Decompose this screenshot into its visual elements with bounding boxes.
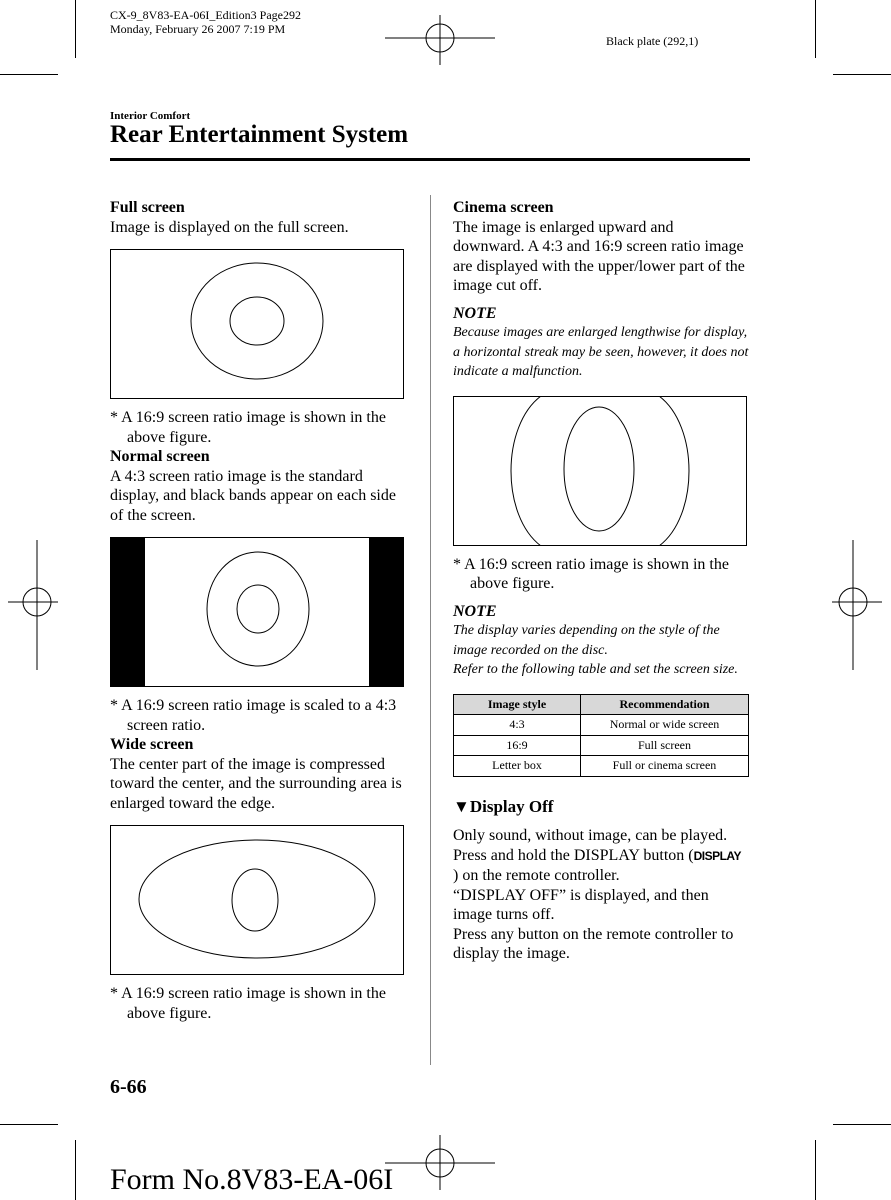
wide-screen-footnote: * A 16:9 screen ratio image is shown in the above figure. (110, 985, 386, 1022)
form-number: Form No.8V83-EA-06I (110, 1163, 394, 1196)
file-info: CX-9_8V83-EA-06I_Edition3 Page292 (110, 8, 301, 22)
note-text: Refer to the following table and set the screen size. (453, 662, 738, 677)
table-header-row (454, 694, 749, 715)
registration-mark-icon (8, 540, 58, 670)
page-number: 6-66 (110, 1076, 147, 1098)
table-header-cell: Recommendation (581, 694, 749, 715)
crop-mark (0, 74, 58, 75)
full-screen-footnote: * A 16:9 screen ratio image is shown in the above figure. (110, 409, 386, 446)
cinema-screen-figure (453, 396, 747, 546)
display-off-text: ) on the remote controller. (453, 867, 620, 884)
note-text: The display varies depending on the style of the image recorded on the disc. (453, 623, 720, 658)
left-column (110, 198, 406, 1023)
normal-screen-text: A 4:3 screen ratio image is the standard display, and black bands appear on each side of the screen. (110, 467, 396, 524)
display-off-text: Press and hold the DISPLAY button ( (453, 846, 694, 864)
full-screen-text: Image is displayed on the full screen. (110, 218, 349, 236)
table-cell: 16:9 (454, 735, 581, 756)
table-cell: 4:3 (454, 715, 581, 736)
crop-mark (0, 1124, 58, 1125)
wide-screen-figure (110, 825, 404, 975)
table-cell: Full or cinema screen (581, 756, 749, 777)
full-screen-figure (110, 249, 404, 399)
normal-screen-figure (110, 537, 404, 687)
title-rule (110, 158, 750, 161)
crop-mark (75, 0, 76, 58)
normal-screen-footnote: * A 16:9 screen ratio image is scaled to a 4:3 screen ratio. (110, 697, 397, 734)
table-row (454, 735, 749, 756)
left-black-band (110, 537, 145, 687)
table-row (454, 715, 749, 736)
note-heading: NOTE (453, 304, 497, 322)
table-cell: Letter box (454, 756, 581, 777)
display-off-instructions (453, 846, 749, 886)
crop-mark (815, 1140, 816, 1200)
note-heading: NOTE (453, 602, 497, 620)
table-row (454, 756, 749, 777)
crop-mark (75, 1140, 76, 1200)
right-column (453, 198, 749, 964)
full-screen-heading: Full screen (110, 199, 185, 216)
display-off-text: Only sound, without image, can be played. (453, 827, 728, 844)
wide-screen-heading: Wide screen (110, 736, 194, 753)
display-off-text: “DISPLAY OFF” is displayed, and then image turns off. (453, 886, 709, 923)
section-label: Interior Comfort (110, 110, 191, 122)
display-off-heading: ▼Display Off (453, 796, 554, 816)
date-info: Monday, February 26 2007 7:19 PM (110, 22, 286, 36)
registration-mark-icon (385, 1135, 495, 1190)
cinema-screen-text: The image is enlarged upward and downward. A 4:3 and 16:9 screen ratio image are displayed with the upper/lower part of the image cut off. (453, 218, 745, 294)
wide-screen-text: The center part of the image is compressed toward the center, and the surrounding area is enlarged toward the edge. (110, 755, 402, 812)
table-cell: Normal or wide screen (581, 715, 749, 736)
print-file-info (110, 8, 301, 36)
display-button-icon: DISPLAY (693, 848, 741, 863)
registration-mark-icon (832, 540, 882, 670)
screen-size-table (453, 694, 749, 777)
display-off-text: Press any button on the remote controller to display the image. (453, 925, 734, 962)
right-black-band (369, 537, 404, 687)
column-divider (430, 195, 431, 1065)
table-cell: Full screen (581, 735, 749, 756)
plate-info: Black plate (292,1) (606, 34, 699, 48)
crop-mark (833, 1124, 891, 1125)
note-text: Because images are enlarged lengthwise for display, a horizontal streak may be seen, however, it does not indicate a malfunction. (453, 325, 749, 379)
page-title: Rear Entertainment System (110, 121, 409, 148)
cinema-screen-heading: Cinema screen (453, 199, 554, 216)
table-header-cell: Image style (454, 694, 581, 715)
registration-mark-icon (385, 15, 495, 65)
crop-mark (833, 74, 891, 75)
crop-mark (815, 0, 816, 58)
cinema-screen-footnote: * A 16:9 screen ratio image is shown in the above figure. (453, 555, 729, 592)
normal-screen-heading: Normal screen (110, 448, 210, 465)
